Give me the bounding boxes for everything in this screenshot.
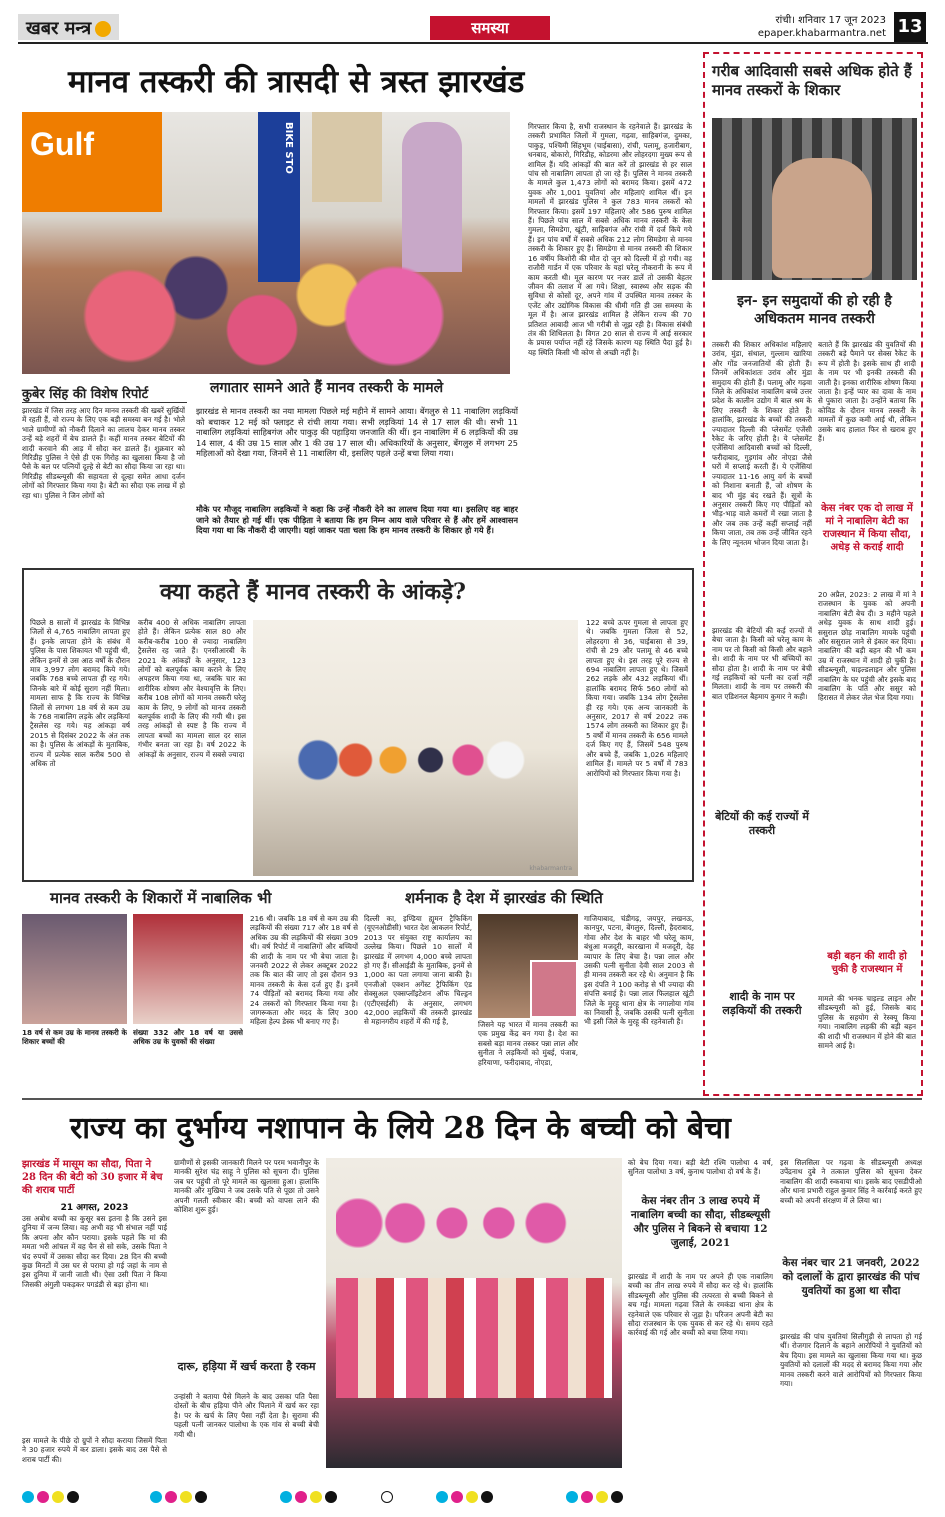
story2-column4b: झारखंड की पांच युवतियां सिलीगुड़ी से लापता हो गई थीं। रोजगार दिलाने के बहाने आरोपियों ने युवतियों को बेच दिया। इस मामले का खुलासा किया गया था। कुछ युवतियों को दलालों की मदद से बरामद किया गया और मानव तस्करी करने वाले आरोपियों को गिरफ्तार किया गया। [780, 1332, 922, 1389]
story2-column1b: इस मामले के पीछे दो ग्रुपों ने सौदा कराया जिसमें पिता ने 30 हजार रुपये में कर डाला। इसके बाद उस पैसे से शराब पार्टी की। [22, 1436, 167, 1464]
story2-date1: 21 अगस्त, 2023 [60, 1203, 129, 1213]
color-registration-bar [22, 1488, 922, 1502]
story1-lead2: मौके पर मौजूद नाबालिग लड़कियों ने कहा कि उन्हें नौकरी देने का लालच दिया गया था। इसलिए वह बाहर जाने को तैयार हो गई थीं। एक पीड़िता ने बताया कि हम निम्न आय वाले परिवार से हैं और हमें आश्वासन दिया गया था कि नौकरी दी जाएगी। यहां जाकर पता चला कि हम मानव तस्करी के शिकार हो गये हैं। [196, 504, 518, 536]
sidebar-subhead3: शादी के नाम पर लड़कियों की तस्करी [722, 990, 802, 1017]
national-text1: दिल्ली का, इण्डिया ह्यूमन ट्रैफिकिंग (यूएनओडीसी) भारत देश आकलन रिपोर्ट, 2013 पर संयुक्त राष्ट्र कार्यालय का उल्लेख किया। पिछले 10 सालों में झारखंड में लगभग 4,000 बच्चे लापता हो गए हैं। सीआईडी के मुताबिक, इनमें से 1,000 का पता लगाया जाना बाकी है। एनजीओ एक्शन अगेंस्ट ट्रैफिकिंग एंड सेक्सुअल एक्सप्लॉइटेशन ऑफ चिल्ड्रन (एटीएसईसी) के अनुसार, लगभग 42,000 लड़कियों की तस्करी झारखंड से महानगरीय शहरों में की गई है, [364, 914, 472, 1027]
registration-mark-icon [381, 1491, 393, 1503]
story2-column2b: उन्हांसी ने बताया पैसे मिलने के बाद उसका पति पैसा दोस्तों के बीच हड़िया पीने और पिलाने में खर्च कर रहा है। पर के खर्च के लिए पैसा नहीं देता है। सुरामा की पहली पत्नी जानकर पालोथा के एक गांव से बच्ची बेची गयी थी। [174, 1392, 319, 1439]
national-text2: गाजियाबाद, चंडीगढ़, जयपुर, लखनऊ, कानपुर, पटना, बेंगलुरु, दिल्ली, हैदराबाद, गोवा और देश के बाहर भी घरेलू काम, बंधुआ मजदूरी, कारखाना में मजदूरी, देह व्यापार के लिए बेचा है। पन्ना लाल और उसकी पत्नी सुनीता देवी साल 2003 से ही मानव तस्करी कर रहे थे। अनुमान है कि इस दंपति ने 100 करोड़ से भी ज्यादा की संपत्ति बनाई है। पन्ना लाल फिलहाल खूंटी जिले के मुरहू थाना क्षेत्र के नगालोया गांव का निवासी है, जबकि उसकी पत्नी सुनीता भी इसी जिले के मुरहू की रहनेवाली है। [584, 914, 694, 1027]
story2-column2: ग्रामीणों से इसकी जानकारी मिलने पर परम भवानीपुर के मानकी सुरेश चंद्र साहू ने पुलिस को सूचना दी। पुलिस जब घर पहुंची तो पूरे मामले का खुलासा हुआ। हालांकि मानकी और मुखिया ने जब उसके पति से पूछा तो उसने अपनी गलती स्वीकार की। बच्ची को वापस लाने की कोशिश शुरू हुई। [174, 1158, 319, 1215]
masthead-logo: खबर मन्त्र [18, 14, 119, 40]
sidebar-subcase-head: बड़ी बहन की शादी हो चुकी है राजस्थान में [827, 951, 907, 975]
minors-photo1 [22, 914, 127, 1024]
sidebar-case1-text: 20 अप्रैल, 2023: 2 लाख में मां ने राजस्थान के युवक को अपनी नाबालिग बेटी बेच दी। 3 महीने पहले अधेड़ युवक के साथ शादी हुई। ससुराल छोड़ नाबालिग मायके पहुंची और ससुराल जाने से इंकार कर दिया। नाबालिग की बड़ी बहन की भी कम उम्र में राजस्थान में शादी हो चुकी है। सीडब्ल्यूसी, चाइल्डलाइन और पुलिस नाबालिग के घर पहुंची और इसके बाद नाबालिग के पति और ससुर को हिरासत में लेकर जेल भेज दिया गया। [818, 590, 916, 703]
dateline [746, 14, 886, 40]
story2-column3: को बेच दिया गया। बड़ी बेटी रश्मि पालोथा 4 वर्ष, सुनिता पालोथा 3 वर्ष, कुनाथ पालोथा दो वर्ष के हैं। [628, 1158, 773, 1177]
story2-headline: राज्य का दुर्भाग्य नशापान के लिये 28 दिन के बच्ची को बेचा [70, 1111, 731, 1146]
stats-column2: करीब 400 से अधिक नाबालिग लापता होते हैं। लेकिन प्रत्येक साल 80 और करीब-करीब 100 से ज्यादा नाबालिग ट्रैसलेस रह जाते हैं। एनसीआरबी के 2021 के आंकड़ों के अनुसार, 123 लोगों को बलपूर्वक काम कराने के लिए अपहरण किया गया था, जबकि चार का शारीरिक शोषण और वेश्यावृत्ति के लिए। करीब 108 लोगों को मानव तस्करी घरेलू काम के लिए, 9 लोगों को मानव तस्करी बलपूर्वक शादी के लिए की गयी थी। इस तरह आंकड़ों से स्पष्ट है कि राज्य में लापता बच्चों का मामला साल दर साल गंभीर बनता जा रहा है। वर्ष 2022 के आंकड़ों के अनुसार, राज्य में सबसे ज्यादा [138, 618, 246, 759]
photo-sign-gulf: Gulf [22, 112, 162, 212]
sidebar-subhead2: बेटियों की कई राज्यों में तस्करी [715, 810, 809, 837]
section-label: समस्या [430, 16, 550, 40]
story1-photo: Gulf BIKE STO [22, 112, 510, 374]
sidebar-subhead: इन- इन समुदायों की हो रही है अधिकतम मानव तस्करी [737, 293, 892, 327]
issue-date: रांची। शनिवार 17 जून 2023 [775, 15, 886, 26]
minors-caption1: 18 वर्ष से कम उम्र के मानव तस्करी के शिकार बच्चों की [22, 1028, 127, 1047]
story2-kicker: झारखंड में मासूम का सौदा, पिता ने 28 दिन की बेटी को 30 हजार में बेच की शराब पार्टी [22, 1159, 163, 1196]
sidebar-column1: तस्करी की शिकार अधिकांश महिलाएं उरांव, मुंडा, संथाल, गुल्लाम खारिया और गोंड जनजातियों की होती हैं। जिनमें अधिकांशतः उरांव और मुंडा समुदाय की होती हैं। पलामू और गढ़वा जिले के अधिकांश नाबालिग बच्चे उत्तर प्रदेश के कालीन उद्योग में बाल श्रम के लिए तस्करी के शिकार होते हैं। हालांकि, झारखंड के बच्चों की तस्करी ज्यादातर दिल्ली की प्लेसमेंट एजेंसी रैकेट के जरिए होती है। ये प्लेसमेंट एजेंसियां आदिवासी बच्चों को दिल्ली, फरीदाबाद, गुड़गांव और नोएडा जैसे घरों में सप्लाई करती हैं। ये एजेंसियां ज्यादातर 11-16 आयु वर्ग के बच्चों को निशाना बनाती हैं, जो शोषण के बाद भी मुंह बंद रखते हैं। सूत्रों के अनुसार तस्करी किए गए पीड़ितों को भीड़-भाड़ वाले कमरों में रखा जाता है और जब तक उन्हें कहीं सप्लाई नहीं किया जाता, तब तक उन्हें जीवित रहने के लिए न्यूनतम भोजन दिया जाता है। [712, 340, 812, 547]
stats-headline: क्या कहते हैं मानव तस्करी के आंकड़े? [160, 579, 466, 605]
sidebar-photo [712, 118, 917, 280]
story2-case4-head: केस नंबर चार 21 जनवरी, 2022 को दलालों के द्वारा झारखंड की पांच युवतियों का हुआ था सौदा [782, 1257, 920, 1297]
stats-photo: khabarmantra [253, 620, 578, 876]
national-caption: जिसने यह भारत में मानव तस्करी का एक प्रमुख केंद्र बन गया है। देश का सबसे बड़ा मानव तस्कर पन्ना लाल और सुनीता ने लड़कियों को मुंबई, पंजाब, हरियाणा, फरीदाबाद, नोएडा, [478, 1020, 578, 1067]
sidebar-column1b: झारखंड की बेटियों की कई राज्यों में बेचा जाता है। किसी को घरेलू काम के नाम पर तो किसी को किसी और बहाने से। शादी के नाम पर भी बच्चियों का सौदा होता है। शादी के नाम पर बेची गई लड़कियों को पत्नी का दर्जा नहीं मिलता। शादी के नाम पर तस्करी की बात एडिशनल बैहमाय कुमार ने कही। [712, 626, 812, 701]
story2-case3-head: केस नंबर तीन 3 लाख रुपये में नाबालिग बच्ची का सौदा, सीडब्ल्यूसी और पुलिस ने बिकने से बचाया 12 जुलाई, 2021 [630, 1195, 771, 1249]
story1-column3: गिरफ्तार किया है, सभी राजस्थान के रहनेवाले हैं। झारखंड के तस्करी प्रभावित जिलों में गुमला, गढ़वा, साहिबगंज, दुमका, पाकुड़, पश्चिमी सिंहभूम (चाईबासा), रांची, पलामू, हजारीबाग, धनबाद, बोकारो, गिरिडीह, कोडरमा और लोहरदगा मुख्य रूप से शामिल हैं। यदि आंकड़ों की बात करें तो झारखंड से हर साल पांच सौ नाबालिग लापता हो जा रहे हैं। पुलिस ने मानव तस्करी के मामले कुल 1,473 लोगों को बरामद किया। इसमें 472 युवक और 1,001 युवतियां और महिलाएं शामिल थीं। इन मामलों में झारखंड पुलिस ने कुल 783 मानव तस्करों को गिरफ्तार किया। इसमें 197 महिलाएं और 586 पुरुष शामिल हैं। पिछले पांच साल में सबसे अधिक मानव तस्करी के केस गुमला, सिमडेगा, खूंटी, साहिबगंज और रांची में दर्ज किये गये हैं। इन पांच वर्षों में सबसे अधिक 212 लोग सिमडेगा से मानव तस्करी के शिकार हुए हैं। सिमडेगा से मानव तस्करी की शिकार 16 वर्षीय किशोरी की मौत दो जून को दिल्ली में हो गयी। वह राजौरी गार्डन में एक परिवार के यहां घरेलू नौकरानी के रूप में काम करती थी। मूल कारण पर नजर डालें तो उसकी बेहतर जीवन की तलाश में आ गये। शिक्षा, स्वास्थ्य और सड़क की सुविधा से कोसों दूर, अपने गांव में उपस्थित मानव तस्कर के एजेंट और उद्योगिक विकास की धीमी गति ही उस समस्या के मूल में है। आज झारखंड शामिल है लेकिन राज्य की 70 प्रतिशत आबादी आज भी गरीबी से जूझ रही है। विकास संबंधी तंत्र की शिथिलता है। विगत 20 साल से राज्य में आई सरकार के प्रयास पर्याप्त नहीं रहे जिसके कारण यह स्थिति पैदा हुई है। यह स्थिति किसी भी कोण से अच्छी नहीं है। [528, 122, 692, 357]
minors-headline: मानव तस्करी के शिकारों में नाबालिक भी [50, 889, 272, 907]
sidebar-column2: बताते हैं कि झारखंड की युवतियों की तस्करी बड़े पैमाने पर सेक्स रैकेट के रूप में होती है। इसके साथ ही शादी के नाम पर भी इनकी तस्करी की जाती है। इनका शारीरिक शोषण किया जाता है। इन्हें प्यार का दावा के नाम से पुकारा जाता है। उन्होंने बताया कि कोविड के दौरान मानव तस्करी के मामलों में कुछ कमी आई थी, लेकिन उसके बाद हालात फिर से खराब हुए हैं। [818, 340, 916, 444]
logo-mark-icon [95, 21, 111, 37]
national-headline: शर्मनाक है देश में झारखंड की स्थिति [405, 889, 603, 907]
story1-subhead: लगातार सामने आते हैं मानव तस्करी के मामले [210, 380, 444, 396]
minors-photo2 [133, 914, 243, 1024]
story2-column4: इस सिलसिला पर गढ़वा के सीडब्ल्यूसी अध्यक्ष उपेंद्रनाथ दुबे ने तत्काल पुलिस को सूचना देकर नाबालिग की शादी रुकवाया था। इसके बाद एसडीपीओ और थाना प्रभारी राहुल कुमार सिंह ने कार्रवाई करते हुए बच्ची को अपनी संरक्षण में ले लिया था। [780, 1158, 922, 1205]
epaper-url[interactable]: epaper.khabarmantra.net [757, 28, 886, 39]
national-photo2 [530, 960, 578, 1018]
story2-column3b: झारखंड में शादी के नाम पर अपने ही एक नाबालिग बच्ची का तीन लाख रुपये में सौदा कर रहे थे। हालांकि सीडब्ल्यूसी और पुलिस की तत्परता से बच्ची बिकने से बच गई। मामला गढ़वा जिले के रमकंडा थाना क्षेत्र के रहनेवाले एक परिवार से जुड़ा है। परिजन अपनी बेटी का सौदा राजस्थान के एक युवक से कर रहे थे। समय रहते कार्रवाई की गई और बच्ची को बचा लिया गया। [628, 1272, 773, 1338]
story2-column1: उस अबोध बच्ची का कुसूर बस इतना है कि उसने इस दुनिया में जन्म लिया। वह अभी वह भी संभाल नहीं पाई कि अपना और कौन पराया। इसके पहले कि मां की ममता भरी आंचल में वह चैन से सो सके, उसके पिता ने चंद रुपयों में उसका सौदा कर दिया। 28 दिन की बच्ची कुछ मिनटों में उस घर से पराया हो गई जहां के नाम से इस दुनिया में जानी जाती थी। ऐसा उसी पिता ने किया जिसकी अंगुली पकड़कर पगडंडी से बड़ा होना था। [22, 1214, 167, 1289]
sidebar-headline: गरीब आदिवासी सबसे अधिक होते हैं मानव तस्करों के शिकार [712, 62, 912, 99]
sidebar-case1-head: केस नंबर एक दो लाख में मां ने नाबालिग बेटी का राजस्थान में किया सौदा, अधेड़ से कराई शादी [821, 503, 913, 553]
minors-caption2: संख्या 332 और 18 वर्ष या उससे अधिक उम्र के युवकों की संख्या [133, 1028, 243, 1047]
section-divider [22, 1098, 922, 1100]
story1-byline: कुबेर सिंह की विशेष रिपोर्ट [22, 384, 187, 403]
story1-headline: मानव तस्करी की त्रासदी से त्रस्त झारखंड [68, 64, 525, 100]
page-number: 13 [894, 12, 926, 42]
stats-column1: पिछले 8 सालों में झारखंड के विभिन्न जिलों से 4,765 नाबालिग लापता हुए हैं। इनके लापता होने के संबंध में पुलिस के पास शिकायत भी पहुंची थी, लेकिन इनमें से उस आठ वर्षों के दौरान मात्र 3,997 लोग बरामद किये गये। जबकि 768 बच्चे लापता ही रह गये। जिनके बारे में कोई सुराग नहीं मिला। मामला साफ है कि राज्य के विभिन्न जिलों से लगभग 18 वर्ष से कम उम्र के 768 नाबालिग लड़के और लड़कियां ट्रैसलेस रह गये। यह आंकड़ा वर्ष 2015 से दिसंबर 2022 के अंत तक का है। पुलिस के आंकड़ों के मुताबिक, राज्य में प्रत्येक साल करीब 500 से अधिक तो [30, 618, 130, 769]
story1-intro: झारखंड में जिस तरह आए दिन मानव तस्करी की खबरें सुर्खियों में रहती हैं, वो राज्य के लिए एक बड़ी समस्या बन गई है। भोले भाले ग्रामीणों को नौकरी दिलाने का लालच देकर मानव तस्कर उन्हें बड़े शहरों में बेच डालते हैं। कहीं मानव तस्कर बेटियों की शादी करवाने की आड़ में सौदा कर डालते हैं। शुक्रवार को गिरिडीह पुलिस ने ऐसे ही एक गिरोह का खुलासा किया है जो पैसे के बल पर पत्नियों दूल्हे से बेटी का सौदा किया जा रहा था। गिरिडीह सीडब्ल्यूसी की सहायता से दूल्हा समेत आधा दर्जन लोगों को गिरफ्तार किया गया है। बेटी का सौदा एक लाख में हो रहा था। पुलिस ने जिन लोगों को [22, 406, 185, 500]
story2-subhead: दारू, हड़िया में खर्च करता है रकम [177, 1360, 316, 1373]
page-header [18, 12, 928, 44]
stats-column3: 122 बच्चे ऊपर गुमला से लापता हुए थे। जबकि गुमला जिला से 52, लोहरदगा से 36, चाईबासा से 39, रांची से 29 और पलामू से 46 बच्चे लापता हुए थे। इस तरह पूरे राज्य से 694 नाबालिग लापता हुए थे। जिसमें 262 लड़के और 432 लड़कियां थीं। हालांकि बरामद सिर्फ 560 लोगों को किया गया। जबकि 134 लोग ट्रैसलेस ही रह गये। एक अन्य जानकारी के अनुसार, 2017 से वर्ष 2022 तक 1574 लोग तस्करी का शिकार हुए हैं। 5 वर्षों में मानव तस्करी के 656 मामले दर्ज किए गए हैं, जिसमें 548 पुरुष और बच्चे हैं, जबकि 1,026 महिलाएं शामिल हैं। मामले पर 5 वर्षों में 783 आरोपियों को गिरफ्तार किया गया है। [586, 618, 688, 778]
minors-text: 216 थी। जबकि 18 वर्ष से कम उम्र की लड़कियों की संख्या 717 और 18 वर्ष से अधिक उम्र की लड़कियों की संख्या 309 थी। वर्ष रिपोर्ट में नाबालिगों और बच्चियों की शादी के नाम पर भी बेचा जाता है। जनवरी 2022 से लेकर अक्टूबर 2022 तक कि बात की जाए तो इस दौरान 93 मानव तस्करी के केस दर्ज हुए हैं। इनमें 74 पीड़ितों को बरामद किया गया और 24 तस्करों को गिरफ्तार किया गया है। जागरूकता और मदद के लिए 300 महिला हेल्प डेस्क भी बनाए गए हैं। [250, 914, 358, 1027]
sidebar-subcase-text: मामले की भनक चाइल्ड लाइन और सीडब्ल्यूसी को हुई, जिसके बाद पुलिस के सहयोग से रेस्क्यू किया गया। नाबालिग लड़की की बड़ी बहन की शादी भी राजस्थान में होने की बात सामने आई है। [818, 994, 916, 1051]
story1-lead: झारखंड से मानव तस्करी का नया मामला पिछले मई महीने में सामने आया। बेंगलुरु से 11 नाबालिग लड़कियों को बचाकर 12 मई को फ्लाइट से रांची लाया गया। सभी लड़कियां 14 से 17 साल की थी। सभी 11 नाबालिग लड़कियां साहिबगंज और पाकुड़ की पहाड़िया जनजाति की थीं। इन नाबालिग में 6 लड़कियों की उम्र 14 साल, 4 की उम्र 15 साल और 1 की उम्र 17 साल थी। अधिकारियों के अनुसार, बेंगलुरु में लगभग 25 महिलाओं को देखा गया, जिनमें से 11 नाबालिग थी, इसलिए पहले उन्हें बचा लिया गया। [196, 406, 518, 459]
story2-photo [326, 1158, 622, 1468]
